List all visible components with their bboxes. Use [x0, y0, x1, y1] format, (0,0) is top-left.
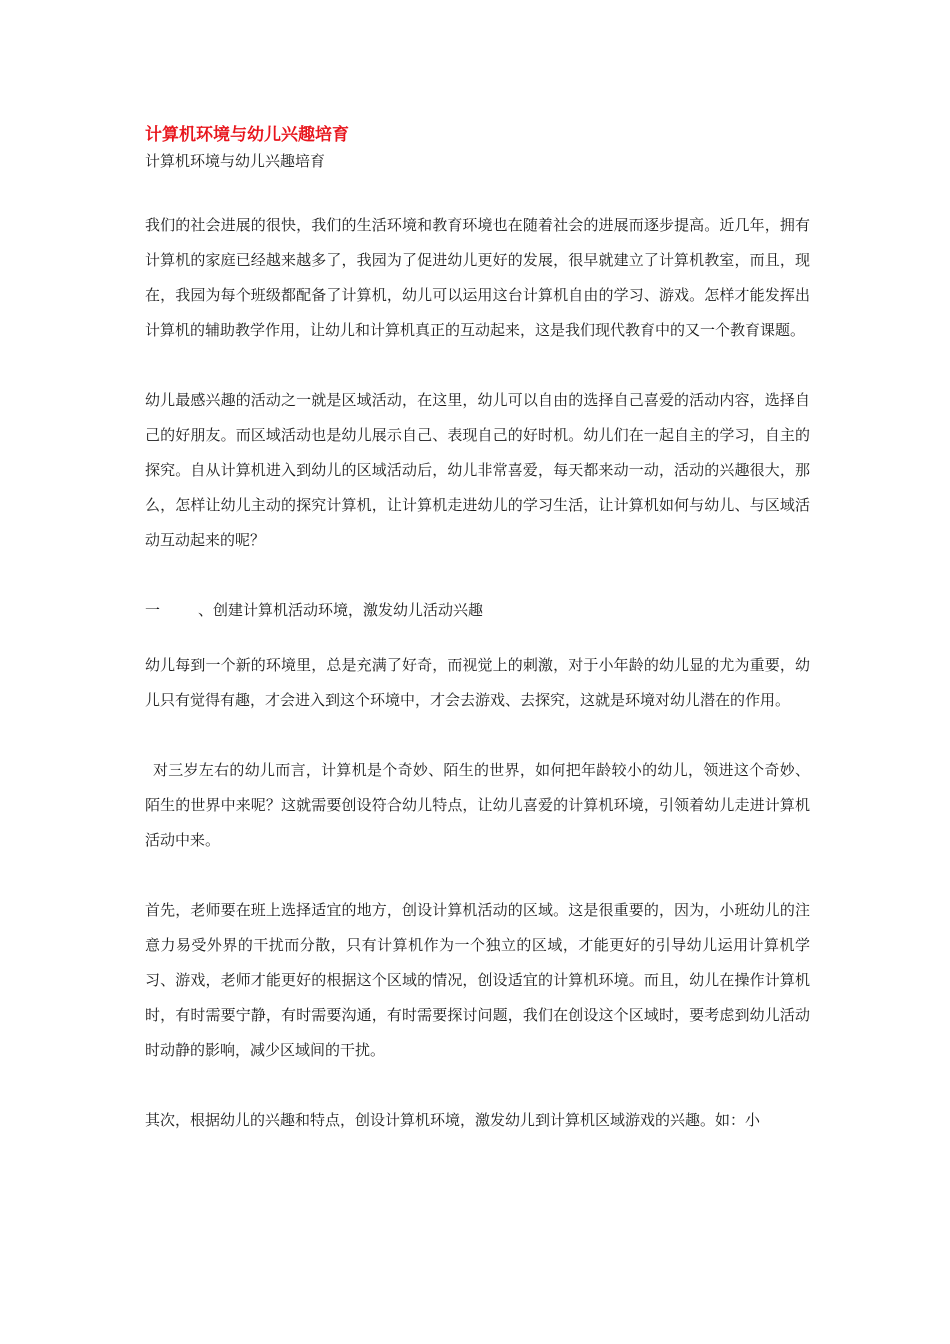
document-subtitle: 计算机环境与幼儿兴趣培育	[145, 152, 326, 170]
section-heading-text: 、创建计算机活动环境，激发幼儿活动兴趣	[198, 601, 484, 619]
document-page	[145, 124, 810, 1138]
paragraph-new-environment: 幼儿每到一个新的环境里，总是充满了好奇，而视觉上的刺激，对于小年龄的幼儿显的尤为重要，幼儿只有觉得有趣，才会进入到这个环境中，才会去游戏、去探究，这就是环境对幼儿潜在的作用。	[145, 656, 810, 709]
section-heading	[145, 593, 810, 628]
paragraph-first-step: 首先，老师要在班上选择适宜的地方，创设计算机活动的区域。这是很重要的，因为，小班幼儿的注意力易受外界的干扰而分散，只有计算机作为一个独立的区域，才能更好的引导幼儿运用计算机学习、游戏，老师才能更好的根据这个区域的情况，创设适宜的计算机环境。而且，幼儿在操作计算机时，有时需要宁静，有时需要沟通，有时需要探讨问题，我们在创设这个区域时，要考虑到幼儿活动时动静的影响，减少区域间的干扰。	[145, 901, 810, 1059]
paragraph-intro: 我们的社会进展的很快，我们的生活环境和教育环境也在随着社会的进展而逐步提高。近几年，拥有计算机的家庭已经越来越多了，我园为了促进幼儿更好的发展，很早就建立了计算机教室，而且，现在，我园为每个班级都配备了计算机，幼儿可以运用这台计算机自由的学习、游戏。怎样才能发挥出计算机的辅助教学作用，让幼儿和计算机真正的互动起来，这是我们现代教育中的又一个教育课题。	[145, 216, 810, 339]
paragraph-three-year-olds: 对三岁左右的幼儿而言，计算机是个奇妙、陌生的世界，如何把年龄较小的幼儿，领进这个奇妙、陌生的世界中来呢？这就需要创设符合幼儿特点，让幼儿喜爱的计算机环境，引领着幼儿走进计算机活动中来。	[145, 761, 810, 849]
section-number: 一	[145, 601, 161, 619]
paragraph-area-activities: 幼儿最感兴趣的活动之一就是区域活动，在这里，幼儿可以自由的选择自己喜爱的活动内容，选择自己的好朋友。而区域活动也是幼儿展示自己、表现自己的好时机。幼儿们在一起自主的学习，自主的探究。自从计算机进入到幼儿的区域活动后，幼儿非常喜爱，每天都来动一动，活动的兴趣很大，那么，怎样让幼儿主动的探究计算机，让计算机走进幼儿的学习生活，让计算机如何与幼儿、与区域活动互动起来的呢？	[145, 391, 810, 549]
document-title: 计算机环境与幼儿兴趣培育	[145, 125, 349, 145]
paragraph-second-step: 其次，根据幼儿的兴趣和特点，创设计算机环境，激发幼儿到计算机区域游戏的兴趣。如：小	[145, 1111, 761, 1129]
